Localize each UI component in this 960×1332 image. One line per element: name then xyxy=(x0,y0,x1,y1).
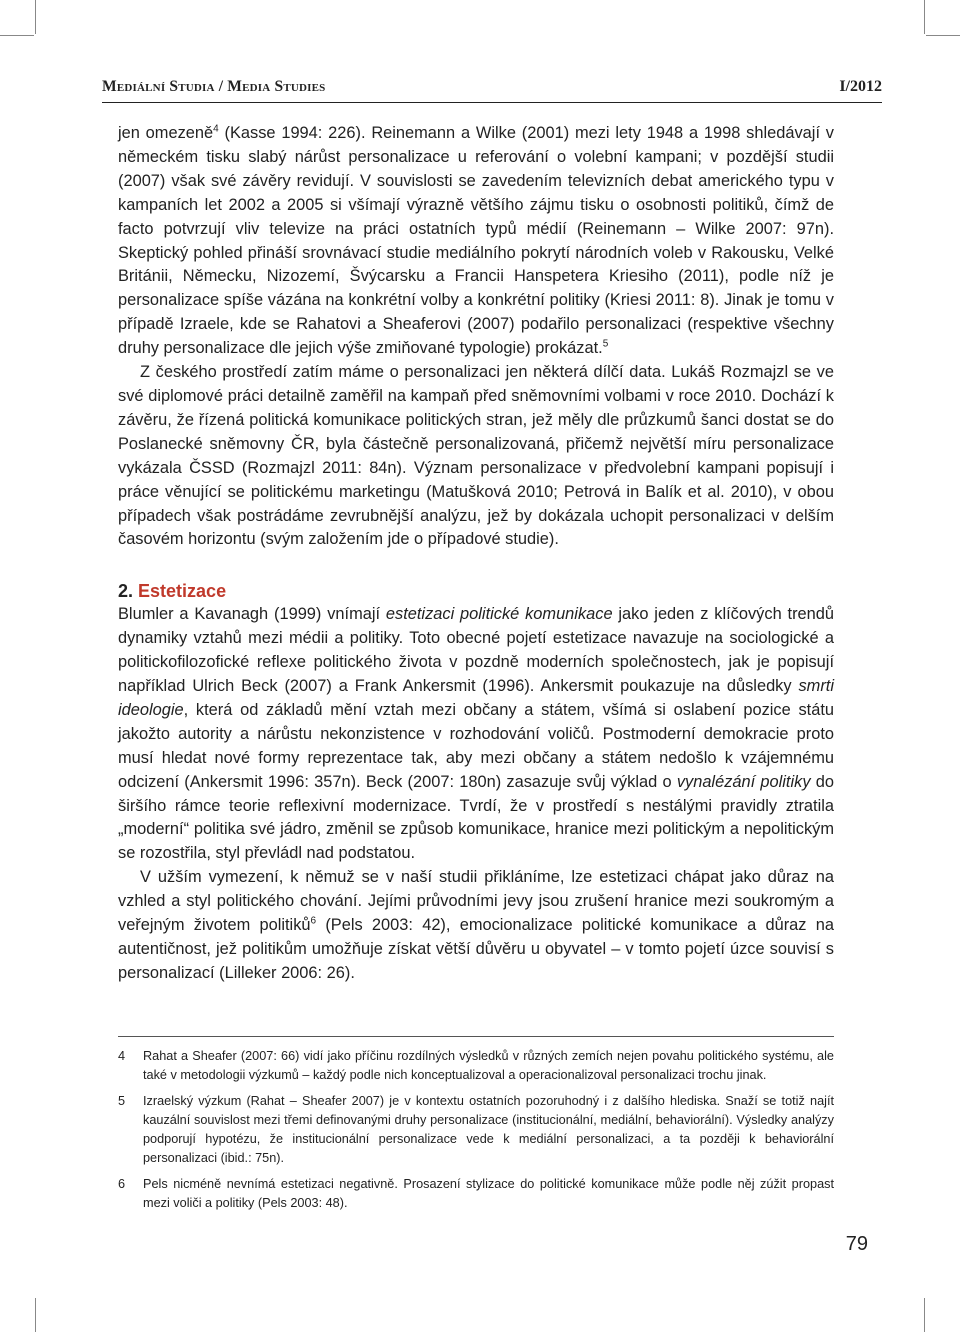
issue-number: I/2012 xyxy=(839,78,882,95)
footnote-4 xyxy=(118,1047,834,1085)
crop-mark-top-right xyxy=(924,0,925,34)
crop-mark-top-left-h xyxy=(0,35,34,36)
footnote-number: 4 xyxy=(118,1049,126,1063)
paragraph-1: jen omezeně$^4$ (Kasse 1994: 226). Reinemann a Wilke (2001) mezi lety 1948 a 1998 shledávají v německém tisku slabý nárůst personalizace u referování o volební kampani; v pozdější studii (2007) však své závěry revidují. V souvislosti se zavedením televizních debat amerického typu v kampaních let 2002 a 2005 si všímají výrazně většího zájmu tisku o osobnosti politiků, čímž de facto potvrzují vliv televize na práci ostatních typů médií (Reinemann – Wilke 2007: 97n). Skeptický pohled přináší srovnávací studie mediálního pokrytí národních voleb v Rakousku, Velké Británii, Německu, Nizozemí, Švýcarsku a Francii Hanspetera Kriesiho (2011), podle níž je personalizace spíše vázána na konkrétní volby a konkrétní politiky (Kriesi 2011: 8). Jinak je tomu v případě Izraele, kde se Rahatovi a Sheaferovi (2007) podařilo personalizaci (respektive všechny druhy personalizace dle jejich výše zmiňované typologie) prokázat.$^5$ xyxy=(118,123,835,358)
footnote-number: 6 xyxy=(118,1177,126,1191)
running-header xyxy=(102,78,882,103)
paragraph-4: V užším vymezení, k němuž se v naší studii přikláníme, lze estetizaci chápat jako důraz na vzhled a styl politického chování. Jejími průvodními jevy jsou zrušení hranice mezi soukromým a veřejným životem politiků$^6$ (Pels 2003: 42), emocionalizace politické komunikace a důraz na autentičnost, jež politikům umožňuje získat větší důvěru u obyvatel – v tomto pojetí úzce souvisí s personalizací (Lilleker 2006: 26). xyxy=(118,868,834,982)
footnote-text: Izraelský výzkum (Rahat – Sheafer 2007) je v kontextu ostatních pozoruhodný i z dalšího hlediska. Snaží se totiž najít kauzální souvislost mezi třemi definovanými druhy personalizace (institucionální, mediální, behaviorální). Výsledky analýzy podporují hypotézu, že institucionální personalizace vede k mediální personalizaci, a ta později k behaviorální personalizaci (ibid.: 75n). xyxy=(143,1094,834,1165)
paragraph-2: Z českého prostředí zatím máme o personalizaci jen některá dílčí data. Lukáš Rozmajzl se ve své diplomové práci detailně zaměřil na kampaň před sněmovními volbami v roce 2010. Dochází k závěru, že řízená politická komunikace politických stran, jež měly dle průzkumů šanci dostat se do Poslanecké sněmovny ČR, byla částečně personalizovaná, přičemž největší míru personalizace vykázala ČSSD (Rozmajzl 2011: 84n). Význam personalizace v předvolební kampani popisují i práce věnující se politickému marketingu (Matušková 2010; Petrová in Balík et al. 2010), v obou případech však postrádáme zevrubnější analýzu, jež by dokázala uchopit personalizaci v delším časovém horizontu (svým založením jde o případové studie). xyxy=(118,363,834,549)
journal-title: Mediální Studia / Media Studies xyxy=(102,78,326,95)
footnote-ref-4[interactable]: 4 xyxy=(213,123,219,135)
footnote-ref-6[interactable]: 6 xyxy=(310,915,317,927)
page-number: 79 xyxy=(845,1233,868,1255)
footnote-5 xyxy=(118,1092,834,1168)
section-number: 2. xyxy=(118,581,134,602)
crop-mark-top-right-h xyxy=(926,35,960,36)
crop-mark-top-left xyxy=(35,0,36,34)
footnote-ref-5[interactable]: 5 xyxy=(602,338,609,350)
crop-mark-bottom-right xyxy=(924,1298,925,1332)
footnote-number: 5 xyxy=(118,1094,126,1108)
footnote-text: Rahat a Sheafer (2007: 66) vidí jako příčinu rozdílných výsledků v různých zemích nejen povahu politického systému, ale také v metodologii výzkumů – každý podle nich konceptualizoval a operacionalizoval personalizaci trochu jinak. xyxy=(143,1049,834,1082)
footnote-6 xyxy=(118,1175,834,1213)
footnote-text: Pels nicméně nevnímá estetizaci negativně. Prosazení stylizace do politické komunikace může podle něj zúžit propast mezi voliči a politiky (Pels 2003: 48). xyxy=(143,1177,834,1210)
body-text xyxy=(118,122,834,986)
footnotes xyxy=(118,1036,834,1220)
paragraph-3: Blumler a Kavanagh (1999) vnímají estetizaci politické komunikace jako jeden z klíčových trendů dynamiky vztahů mezi médii a politiky. Toto obecné pojetí estetizace navazuje na sociologické a politickofilozofické reflexe politického života v pozdně moderních společnostech, jak je popisují například Ulrich Beck (2007) a Frank Ankersmit (1996). Ankersmit poukazuje na důsledky smrti ideologie, která od základů mění vztah mezi občany a státem, všímá si oslabení pozice státu jakožto autority a nárůstu nekonzistence v rozhodování voličů. Postmoderní demokracie proto musí hledat nové formy reprezentace tak, aby mezi občany a státem nedošlo k vzájemnému odcizení (Ankersmit 1996: 357n). Beck (2007: 180n) zasazuje svůj výklad o vynalézání politiky do širšího rámce teorie reflexivní modernizace. Tvrdí, že v prostředí s nestálými pravidly ztratila „moderní“ politika své jádro, změnil se způsob komunikace, hranice mezi politickým a nepolitickým se rozostřila, styl převládl nad podstatou. xyxy=(118,605,835,863)
section-heading xyxy=(118,579,834,603)
crop-mark-bottom-left xyxy=(35,1298,36,1332)
section-title: Estetizace xyxy=(138,581,227,602)
